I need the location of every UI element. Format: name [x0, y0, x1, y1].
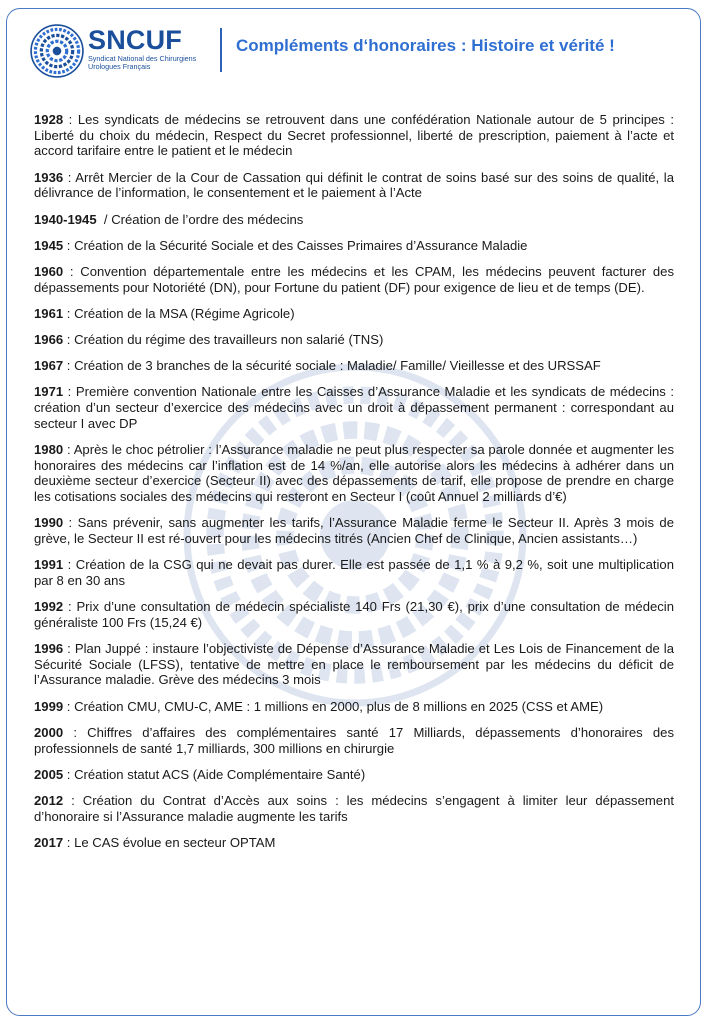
entry-text: Création de la Sécurité Sociale et des Caisses Primaires d’Assurance Maladie — [74, 237, 528, 253]
entry-text: Première convention Nationale entre les Caisses d’Assurance Maladie et les syndicats de médecins : création d’un secteur d’exercice des médecins avec un droit à dépassement permanent : correspondant au secteur I avec DP — [34, 384, 674, 431]
entry-text: Création de l’ordre des médecins — [111, 211, 304, 227]
brand-name: SNCUF — [88, 25, 182, 55]
entry-year: 2000 — [34, 724, 64, 740]
entry-year: 1990 — [34, 515, 64, 531]
entry-year: 1928 — [34, 112, 64, 127]
entry-separator: : — [63, 641, 75, 657]
timeline-entry — [34, 641, 674, 688]
entry-year: 2005 — [34, 766, 64, 782]
timeline-entry — [34, 725, 674, 756]
timeline-entry — [34, 358, 674, 374]
entry-year: 1967 — [34, 358, 64, 374]
entry-text: Création du régime des travailleurs non salarié (TNS) — [74, 332, 384, 348]
entry-separator: : — [63, 237, 75, 253]
timeline-entry — [34, 264, 674, 295]
entry-year: 1940-1945 — [34, 211, 97, 227]
entry-separator: : — [63, 599, 77, 615]
entry-separator: : — [63, 793, 83, 808]
entry-text: Après le choc pétrolier : l’Assurance maladie ne peut plus respecter sa parole donnée et augmenter les honoraires des médecins car l’inflation est de 14 %/an, elle autorise alors les médecins à adhérer dans un deuxième secteur d’exercice (Secteur II) avec des dépassements de tarif, elle propose de prendre en charge les cotisations sociales des médecins qui resteront en Secteur I (coût Annuel 2 milliards d’€) — [34, 442, 674, 505]
timeline-entry — [34, 384, 674, 431]
entry-text: Le CAS évolue en secteur OPTAM — [74, 834, 276, 850]
timeline-entry — [34, 170, 674, 201]
entry-text: Création du Contrat d’Accès aux soins : les médecins s’engagent à limiter leur dépassement d’honoraire si l’Assurance maladie augmente les tarifs — [34, 793, 674, 824]
timeline-entry — [34, 515, 674, 546]
entry-text: Plan Juppé : instaure l’objectiviste de Dépense d’Assurance Maladie et Les Lois de Financement de la Sécurité Sociale (LFSS), tentative de mettre en place le remboursement par les médecins du déficit de l’Assurance maladie. Grève des médecins 3 mois — [34, 641, 674, 688]
entry-text: Prix d’une consultation de médecin spécialiste 140 Frs (21,30 €), prix d’une consultation de médecin généraliste 100 Frs (15,24 €) — [34, 599, 674, 630]
entry-separator: : — [63, 442, 74, 458]
timeline-entry — [34, 112, 674, 159]
entry-separator: : — [63, 724, 88, 740]
entry-text: Chiffres d’affaires des complémentaires santé 17 Milliards, dépassements d’honoraires des professionnels de santé 1,7 milliards, 300 millions en chirurgie — [34, 724, 674, 756]
entry-separator: : — [63, 834, 75, 850]
entry-text: Convention départementale entre les médecins et les CPAM, les médecins peuvent facturer des dépassements pour Notoriété (DN), pour Fortune du patient (DF) pour exigence de lieu et de temps (DE). — [34, 263, 674, 295]
entry-separator: : — [63, 358, 75, 374]
brand-block — [88, 25, 196, 71]
entry-separator: : — [63, 263, 81, 279]
timeline-entry — [34, 767, 674, 783]
entry-text: Arrêt Mercier de la Cour de Cassation qui définit le contrat de soins basé sur des soins de qualité, la délivrance de l’information, le consentement et le paiement à l’Acte — [34, 169, 674, 201]
entry-separator: : — [63, 557, 76, 573]
entry-text: Les syndicats de médecins se retrouvent dans une confédération Nationale autour de 5 principes : Liberté du choix du médecin, Respect du Secret professionnel, liberté de prescription, paiement à l’acte et accord tarifaire entre le patient et le médecin — [34, 112, 674, 159]
timeline-entry — [34, 793, 674, 824]
entry-separator: : — [63, 698, 75, 714]
entry-year: 1945 — [34, 237, 64, 253]
entry-separator: : — [63, 112, 78, 127]
entry-separator: : — [63, 332, 75, 348]
timeline-entry — [34, 332, 674, 348]
timeline-entry — [34, 599, 674, 630]
entry-year: 1992 — [34, 599, 64, 615]
sncuf-logo-icon — [30, 24, 84, 78]
entry-text: Création de la CSG qui ne devait pas durer. Elle est passée de 1,1 % à 9,2 %, soit une multiplication par 8 en 30 ans — [34, 557, 674, 588]
entry-year: 1980 — [34, 442, 64, 458]
entry-year: 2017 — [34, 834, 64, 850]
entry-separator: : — [63, 305, 75, 321]
timeline — [34, 112, 674, 861]
entry-year: 1996 — [34, 641, 64, 657]
timeline-entry — [34, 835, 674, 851]
brand-subtitle-line2: Urologues Français — [88, 62, 151, 71]
entry-separator: : — [63, 169, 76, 185]
entry-year: 1991 — [34, 557, 64, 573]
timeline-entry — [34, 212, 674, 228]
page-title: Compléments d‘honoraires : Histoire et vérité ! — [236, 36, 615, 55]
entry-separator: / — [96, 211, 112, 227]
entry-text: Création CMU, CMU-C, AME : 1 millions en 2000, plus de 8 millions en 2025 (CSS et AME) — [74, 698, 604, 714]
entry-separator: : — [63, 384, 76, 400]
brand-subtitle-line1: Syndicat National des Chirurgiens — [88, 54, 197, 63]
entry-text: Sans prévenir, sans augmenter les tarifs, l’Assurance Maladie ferme le Secteur II. Après 3 mois de grève, le Secteur II est ré-ouvert pour les médecins titrés (Ancien Chef de Clinique, Ancien assistants…) — [34, 515, 674, 547]
timeline-entry — [34, 442, 674, 505]
entry-separator: : — [63, 515, 78, 531]
entry-year: 1960 — [34, 263, 64, 279]
timeline-entry — [34, 306, 674, 322]
header — [24, 22, 684, 82]
entry-text: Création statut ACS (Aide Complémentaire Santé) — [74, 766, 366, 782]
entry-year: 2012 — [34, 793, 64, 808]
entry-separator: : — [63, 766, 75, 782]
header-divider — [220, 28, 222, 72]
timeline-entry — [34, 557, 674, 588]
entry-text: Création de la MSA (Régime Agricole) — [74, 305, 295, 321]
entry-text: Création de 3 branches de la sécurité sociale : Maladie/ Famille/ Vieillesse et des URSSAF — [74, 358, 601, 374]
entry-year: 1999 — [34, 698, 64, 714]
entry-year: 1966 — [34, 332, 64, 348]
entry-year: 1936 — [34, 169, 64, 185]
timeline-entry — [34, 699, 674, 715]
entry-year: 1971 — [34, 384, 64, 400]
timeline-entry — [34, 238, 674, 254]
entry-year: 1961 — [34, 305, 64, 321]
